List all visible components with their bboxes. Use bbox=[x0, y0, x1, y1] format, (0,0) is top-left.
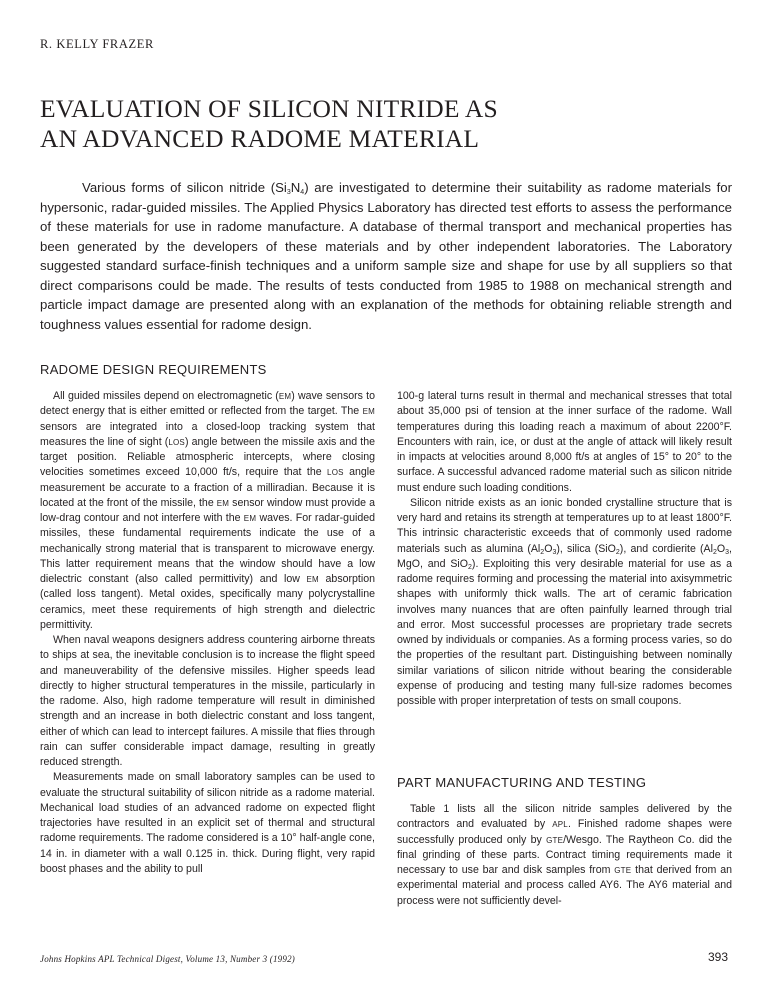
paragraph: Measurements made on small laboratory samples can be used to evaluate the structural suitability of silicon nitride as a radome material. Mechanical load studies of an advanced radome on expected flight trajectories have resulted in an explicit set of thermal and structural radome requirements. The radome considered is a 10° half-angle cone, 14 in. in diameter with a wall 0.125 in. thick. During flight, very rapid boost phases and the ability to pull bbox=[40, 771, 375, 875]
paragraph: 100-g lateral turns result in thermal and mechanical stresses that total about 35,000 psi of tension at the inner surface of the radome. Wall temperatures during this loading reach a maximum of about 2200°F. Encounters with rain, ice, or dust at the angle of attack will likely result in impacts at velocities around 8,000 ft/s at angles of 15° to 20° to the surface. A successful advanced radome material such as silicon nitride must endure such loading conditions. bbox=[397, 390, 732, 494]
right-column bbox=[397, 389, 732, 709]
abstract: Various forms of silicon nitride $(Si_3N_4)$ are investigated to determine their suitability as radome materials for hypersonic, radar-guided missiles. The Applied Physics Laboratory has directed test efforts to assess the performance of these materials for use in radome manufacture. A database of thermal transport and mechanical properties has been generated by the developers of these materials and by other independent laboratories. The Laboratory suggested standard surface-finish techniques and a uniform sample size and shape for use by all suppliers so that direct comparisons could be made. The results of tests conducted from 1985 to 1988 on mechanical strength and particle impact damage are presented along with an explanation of the methods for obtaining reliable strength and toughness values essential for radome design. bbox=[40, 180, 732, 332]
paragraph: Table 1 lists all the silicon nitride samples delivered by the contractors and evaluated by APL. Finished radome shapes were successfully produced only by GTE/Wesgo. The Raytheon Co. did the final grinding of these parts. Contract timing requirements made it necessary to use bar and disk samples from GTE that derived from an experimental material and process called AY6. The AY6 material and process were not sufficiently devel- bbox=[397, 803, 732, 907]
paragraph: All guided missiles depend on electromagnetic (EM) wave sensors to detect energy that is either emitted or reflected from the target. The EM sensors are integrated into a closed-loop tracking system that measures the line of sight (LOS) angle between the missile axis and the target position. Reliable atmospheric intercepts, where closing velocities sometimes exceed 10,000 ft/s, require that the LOS angle measurement be accurate to a fraction of a milliradian. Because it is located at the front of the missile, the EM sensor window must provide a low-drag contour and not interfere with the EM waves. For radar-guided missiles, these fundamental requirements indicate the use of a mechanically strong material that is transparent to microwave energy. This latter requirement means that the window should have a low dielectric constant (also called permittivity) and low EM absorption (called loss tangent). Metal oxides, specifically many polycrystalline ceramics, meet these requirements of high strength and dielectric permittivity. bbox=[40, 390, 376, 631]
paragraph: When naval weapons designers address countering airborne threats to ships at sea, the inevitable conclusion is to increase the flight speed and maneuverability of the defensive missiles. Higher speeds lead directly to higher structural temperatures in the missile, particularly in the radome. Also, high radome temperature will result in diminished strength and an increase in both dielectric constant and loss tangent, either of which can lead to intercept failures. A missile that flies through rain can suffer considerable impact damage, resulting in greatly reduced strength. bbox=[40, 634, 375, 768]
section-heading-radome-design: RADOME DESIGN REQUIREMENTS bbox=[40, 362, 267, 377]
journal-footer: Johns Hopkins APL Technical Digest, Volume 13, Number 3 (1992) bbox=[40, 954, 295, 964]
article-title bbox=[40, 94, 730, 154]
paragraph: Silicon nitride exists as an ionic bonded crystalline structure that is very hard and retains its strength at temperatures up to at least 1800°F. This intrinsic characteristic exceeds that of commonly used radome materials such as alumina $(Al_2O_3)$, silica (SiO$_2$), and cordierite ($Al_2O_3$, MgO, and SiO$_2$). Exploiting this very desirable material for use as a radome requires forming and processing the material into axisymmetric shapes with uniformly thick walls. The art of ceramic fabrication involves many nuances that are often painfully learned through trial and error. Most successful processes are proprietary trade secrets owned by individuals or companies. As a forming process varies, so do the properties of the resultant part. Distinguishing between nominally similar variations of silicon nitride without bearing the considerable expense of producing and testing many full-size radomes becomes possible with proper interpretation of tests on small coupons. bbox=[397, 496, 732, 707]
title-line-2: AN ADVANCED RADOME MATERIAL bbox=[40, 124, 480, 153]
section-heading-part-manufacturing: PART MANUFACTURING AND TESTING bbox=[397, 775, 647, 790]
page-number: 393 bbox=[707, 950, 728, 964]
author-name: R. KELLY FRAZER bbox=[40, 37, 154, 51]
title-line-1: EVALUATION OF SILICON NITRIDE AS bbox=[40, 94, 498, 123]
right-column-lower bbox=[397, 802, 732, 909]
left-column bbox=[40, 389, 375, 877]
